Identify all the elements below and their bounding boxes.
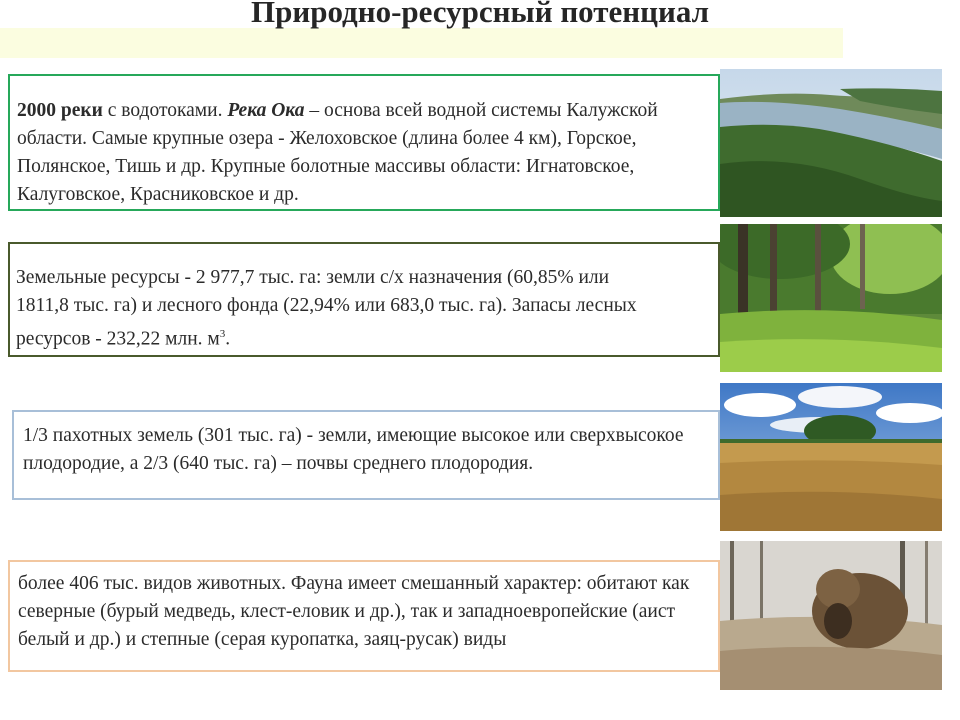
land-line-3-text: ресурсов - 232,22 млн. м (16, 328, 220, 350)
bison-photo (720, 541, 942, 690)
water-text-a: с водотоками. (102, 100, 228, 121)
fauna-text: более 406 тыс. видов животных. Фауна имеет смешанный характер: обитают как северные (бурый медведь, клест-еловик и др.), так и западноевропейские (аист белый и др.) и степные (серая куропатка, заяц-русак) виды (18, 573, 690, 650)
title-band (0, 28, 843, 58)
cubic-superscript: 3 (219, 328, 226, 340)
land-line-1: Земельные ресурсы - 2 977,7 тыс. га: земли с/х назначения (60,85% или (16, 267, 610, 288)
arable-land-card (12, 410, 720, 500)
water-text-b: – основа всей водной системы Калужской области. Самые крупные озера - Желоховское (длина более 4 км), Горское, Полянское, Тишь и др. Крупные болотные массивы области: Игнатовское, Калуговское, Красниковское и др. (17, 100, 658, 205)
land-line-3 (16, 320, 718, 354)
fauna-card (8, 560, 720, 672)
land-line-2: 1811,8 тыс. га) и лесного фонда (22,94% или 683,0 тыс. га). Запасы лесных (16, 295, 637, 316)
slide-title: Природно-ресурсный потенциал (250, 0, 710, 29)
water-resources-text (17, 97, 712, 209)
oka-river-name: Река Ока (227, 100, 305, 121)
rivers-count: 2000 реки (17, 100, 103, 121)
land-line-3-end: . (225, 328, 231, 350)
water-resources-card (8, 74, 720, 211)
field-photo (720, 383, 942, 531)
river-photo (720, 69, 942, 217)
arable-land-text: 1/3 пахотных земель (301 тыс. га) - земли, имеющие высокое или сверхвысокое плодородие, а 2/3 (640 тыс. га) – почвы среднего плодородия. (23, 425, 684, 474)
forest-photo (720, 224, 942, 372)
land-resources-card (8, 242, 720, 357)
